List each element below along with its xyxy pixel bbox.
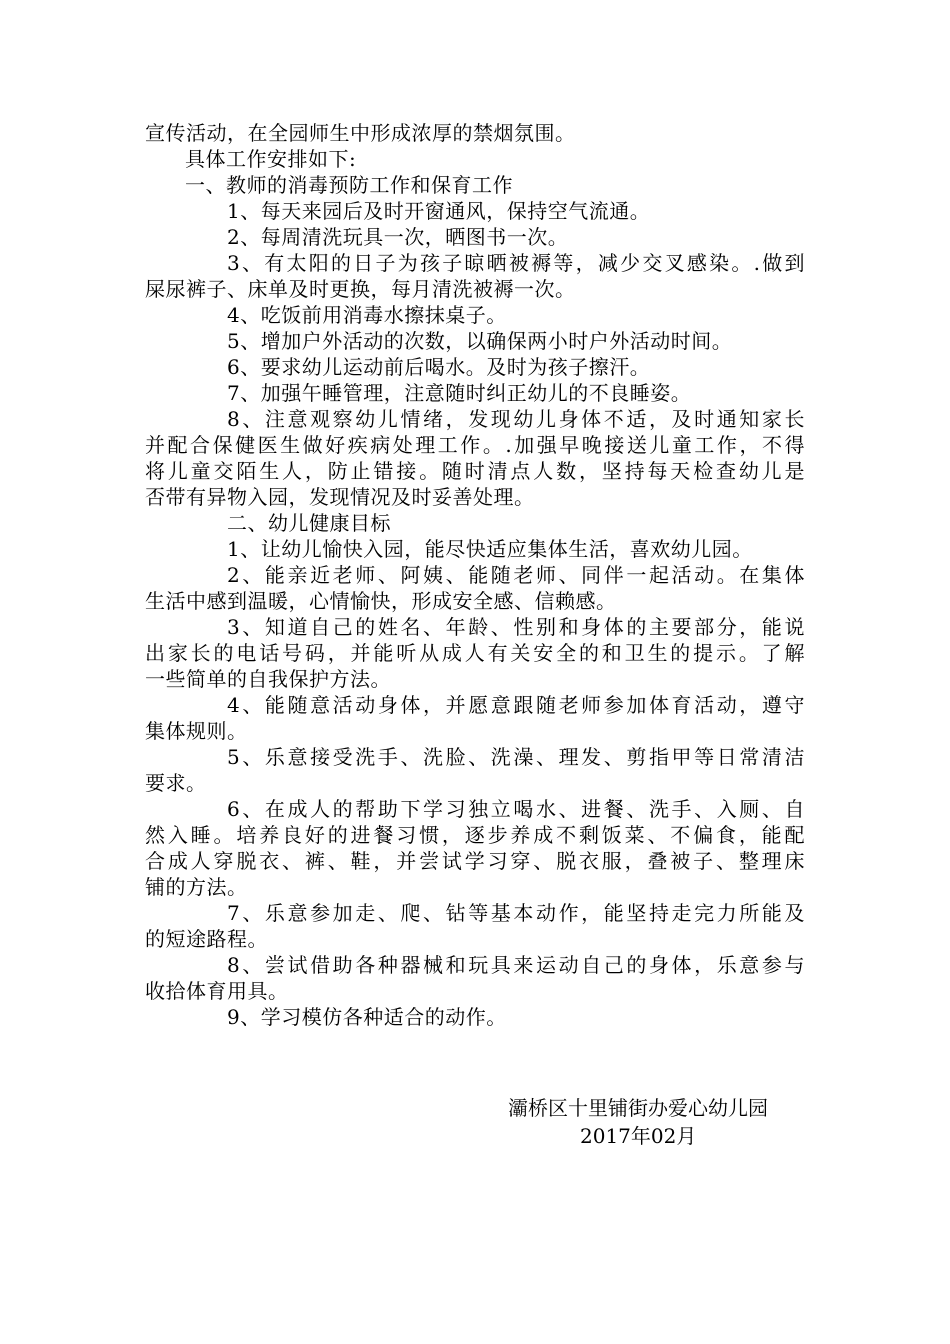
- list-item: 3、知道自己的姓名、年龄、性别和身体的主要部分，能说: [227, 615, 805, 639]
- list-item: 4、吃饭前用消毒水擦抹桌子。: [227, 303, 507, 327]
- list-item-continuation: 生活中感到温暖，心情愉快，形成安全感、信赖感。: [145, 589, 617, 613]
- list-item-continuation: 并配合保健医生做好疾病处理工作。.加强早晚接送儿童工作，不得: [145, 433, 805, 457]
- list-item-continuation: 铺的方法。: [145, 875, 248, 899]
- list-item-continuation: 要求。: [145, 771, 207, 795]
- signature-block: [500, 1094, 800, 1150]
- list-item: 2、能亲近老师、阿姨、能随老师、同伴一起活动。在集体: [227, 563, 805, 587]
- paragraph-line: 宣传活动，在全园师生中形成浓厚的禁烟氛围。: [145, 121, 576, 145]
- paragraph-line: 具体工作安排如下:: [185, 147, 357, 171]
- document-date: 2017年02月: [580, 1124, 697, 1148]
- list-item-continuation: 屎尿裤子、床单及时更换，每月清洗被褥一次。: [145, 277, 576, 301]
- list-item: 3、有太阳的日子为孩子晾晒被褥等，减少交叉感染。.做到: [227, 251, 805, 275]
- list-item-continuation: 否带有异物入园，发现情况及时妥善处理。: [145, 485, 535, 509]
- list-item-continuation: 集体规则。: [145, 719, 248, 743]
- list-item-continuation: 合成人穿脱衣、裤、鞋，并尝试学习穿、脱衣服，叠被子、整理床: [145, 849, 805, 873]
- list-item: 9、学习模仿各种适合的动作。: [227, 1005, 507, 1029]
- list-item: 8、注意观察幼儿情绪，发现幼儿身体不适，及时通知家长: [227, 407, 805, 431]
- list-item-continuation: 收拾体育用具。: [145, 979, 289, 1003]
- list-item: 7、乐意参加走、爬、钻等基本动作，能坚持走完力所能及: [227, 901, 805, 925]
- section-heading: 一、教师的消毒预防工作和保育工作: [185, 173, 513, 197]
- list-item-continuation: 一些简单的自我保护方法。: [145, 667, 391, 691]
- list-item: 5、增加户外活动的次数，以确保两小时户外活动时间。: [227, 329, 733, 353]
- organization-name: 灞桥区十里铺街办爱心幼儿园: [508, 1096, 768, 1120]
- list-item: 1、每天来园后及时开窗通风，保持空气流通。: [227, 199, 651, 223]
- list-item: 2、每周清洗玩具一次，晒图书一次。: [227, 225, 569, 249]
- section-heading: 二、幼儿健康目标: [227, 511, 391, 535]
- list-item: 6、在成人的帮助下学习独立喝水、进餐、洗手、入厕、自: [227, 797, 805, 821]
- list-item: 4、能随意活动身体，并愿意跟随老师参加体育活动，遵守: [227, 693, 805, 717]
- list-item-continuation: 然入睡。培养良好的进餐习惯，逐步养成不剩饭菜、不偏食，能配: [145, 823, 805, 847]
- document-body: [145, 120, 805, 1030]
- list-item-continuation: 将儿童交陌生人，防止错接。随时清点人数，坚持每天检查幼儿是: [145, 459, 805, 483]
- list-item: 6、要求幼儿运动前后喝水。及时为孩子擦汗。: [227, 355, 651, 379]
- list-item: 1、让幼儿愉快入园，能尽快适应集体生活，喜欢幼儿园。: [227, 537, 753, 561]
- list-item-continuation: 出家长的电话号码，并能听从成人有关安全的和卫生的提示。了解: [145, 641, 805, 665]
- list-item-continuation: 的短途路程。: [145, 927, 268, 951]
- list-item: 7、加强午睡管理，注意随时纠正幼儿的不良睡姿。: [227, 381, 692, 405]
- list-item: 5、乐意接受洗手、洗脸、洗澡、理发、剪指甲等日常清洁: [227, 745, 805, 769]
- list-item: 8、尝试借助各种器械和玩具来运动自己的身体，乐意参与: [227, 953, 805, 977]
